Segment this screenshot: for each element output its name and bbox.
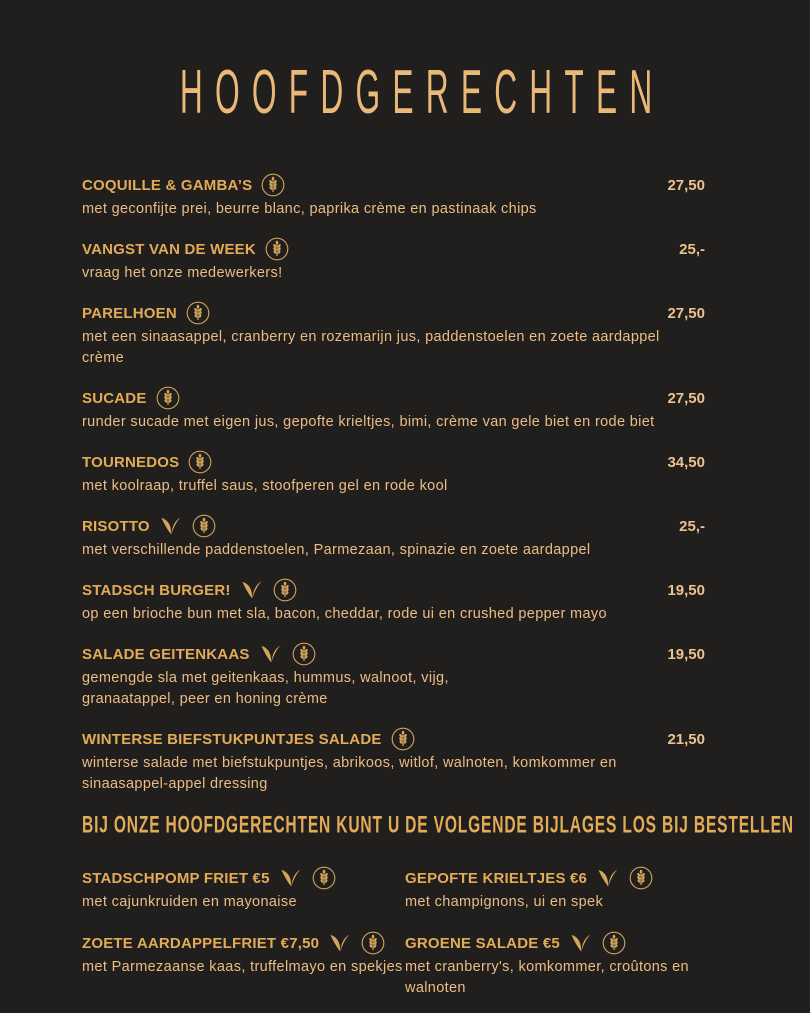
menu-item [82,641,705,710]
dish-description-line: met verschillende paddenstoelen, Parmezaan, spinazie en zoete aardappel [82,542,591,558]
dish-description-line: met Parmezaanse kaas, truffelmayo en spekjes [82,959,403,975]
dish-description [82,668,705,710]
dish-description [405,892,705,913]
dish-price: 34,50 [667,453,705,471]
dish-price: 27,50 [667,176,705,194]
menu-item [82,172,705,220]
dish-name: STADSCH BURGER! [82,581,231,599]
dish-name: COQUILLE & GAMBA’S [82,176,253,194]
dish-description-line: met cranberry's, komkommer, croûtons en walnoten [405,959,689,996]
gluten-wheat-icon [188,450,212,474]
gluten-wheat-icon [261,173,285,197]
dish-description-line: gemengde sla met geitenkaas, hummus, walnoot, vijg, [82,670,449,686]
dish-description-line: granaatappel, peer en honing crème [82,691,328,707]
dish-description-line: met champignons, ui en spek [405,894,604,910]
dish-description-line: vraag het onze medewerkers! [82,265,283,281]
gluten-wheat-icon [273,578,297,602]
menu-item [405,865,705,913]
dish-price: 19,50 [667,645,705,663]
dish-description [82,892,405,913]
dish-name: PARELHOEN [82,304,177,322]
gluten-wheat-icon [361,931,385,955]
dish-name: STADSCHPOMP FRIET €5 [82,869,270,887]
gluten-wheat-icon [265,237,289,261]
menu-item-header [82,300,705,326]
vegetarian-leaf-icon [328,934,352,953]
dish-description [82,604,705,625]
menu-item [82,726,705,795]
menu-item [82,930,405,999]
gluten-wheat-icon [602,931,626,955]
dish-description-line: winterse salade met biefstukpuntjes, abrikoos, witlof, walnoten, komkommer en [82,755,617,771]
vegetarian-leaf-icon [159,517,183,536]
gluten-wheat-icon [192,514,216,538]
dish-description-line: met cajunkruiden en mayonaise [82,894,297,910]
menu-item-header [82,726,705,752]
menu-item [405,930,705,999]
gluten-wheat-icon [156,386,180,410]
dish-name: TOURNEDOS [82,453,180,471]
dish-description [82,476,705,497]
dish-description [82,753,705,795]
gluten-wheat-icon [186,301,210,325]
menu-item-header [82,449,705,475]
dish-description [82,327,705,369]
gluten-wheat-icon [391,727,415,751]
dish-description-line: met geconfijte prei, beurre blanc, paprika crème en pastinaak chips [82,201,537,217]
vegetarian-leaf-icon [596,869,620,888]
menu-item [82,385,705,433]
sides-heading-wrap [82,812,794,839]
dish-description-line: op een brioche bun met sla, bacon, cheddar, rode ui en crushed pepper mayo [82,606,607,622]
dish-description-line: sinaasappel-appel dressing [82,776,268,792]
side-dishes-grid [82,865,705,999]
dish-name: SUCADE [82,389,147,407]
menu-item-header [82,513,705,539]
page-title: HOOFDGERECHTEN [179,57,665,128]
dish-description-line: met koolraap, truffel saus, stoofperen gel en rode kool [82,478,448,494]
gluten-wheat-icon [629,866,653,890]
dish-description [82,199,705,220]
dish-description [82,412,705,433]
vegetarian-leaf-icon [569,934,593,953]
dish-price: 21,50 [667,730,705,748]
menu-item [82,577,705,625]
menu-item-header [82,930,405,956]
menu-item-header [82,385,705,411]
dish-description-line: runder sucade met eigen jus, gepofte krieltjes, bimi, crème van gele biet en rode biet [82,414,655,430]
dish-name: ZOETE AARDAPPELFRIET €7,50 [82,934,320,952]
dish-name: GEPOFTE KRIELTJES €6 [405,869,588,887]
dish-name: GROENE SALADE €5 [405,934,560,952]
title-wrap [71,58,705,128]
menu-item [82,513,705,561]
menu-item [82,236,705,284]
dish-price: 25,- [679,517,705,535]
dish-description [82,957,405,978]
dish-name: WINTERSE BIEFSTUKPUNTJES SALADE [82,730,382,748]
dish-name: RISOTTO [82,517,150,535]
gluten-wheat-icon [292,642,316,666]
dish-description [405,957,705,999]
menu-item [82,449,705,497]
vegetarian-leaf-icon [240,581,264,600]
menu-item-header [405,930,705,956]
vegetarian-leaf-icon [279,869,303,888]
main-dishes-list [82,172,705,795]
menu-item-header [82,172,705,198]
dish-price: 19,50 [667,581,705,599]
dish-description [82,540,705,561]
dish-price: 27,50 [667,389,705,407]
menu-item-header [82,865,405,891]
dish-price: 25,- [679,240,705,258]
dish-description [82,263,705,284]
menu-item-header [405,865,705,891]
gluten-wheat-icon [312,866,336,890]
menu-item-header [82,236,705,262]
sides-heading: BIJ ONZE HOOFDGERECHTEN KUNT U DE VOLGENDE BIJLAGES LOS BIJ BESTELLEN [82,812,794,839]
vegetarian-leaf-icon [259,645,283,664]
dish-description-line: met een sinaasappel, cranberry en rozemarijn jus, paddenstoelen en zoete aardappel crème [82,329,660,366]
menu-item [82,865,405,913]
dish-name: SALADE GEITENKAAS [82,645,250,663]
dish-price: 27,50 [667,304,705,322]
menu-item [82,300,705,369]
dish-name: VANGST VAN DE WEEK [82,240,256,258]
menu-item-header [82,641,705,667]
menu-item-header [82,577,705,603]
